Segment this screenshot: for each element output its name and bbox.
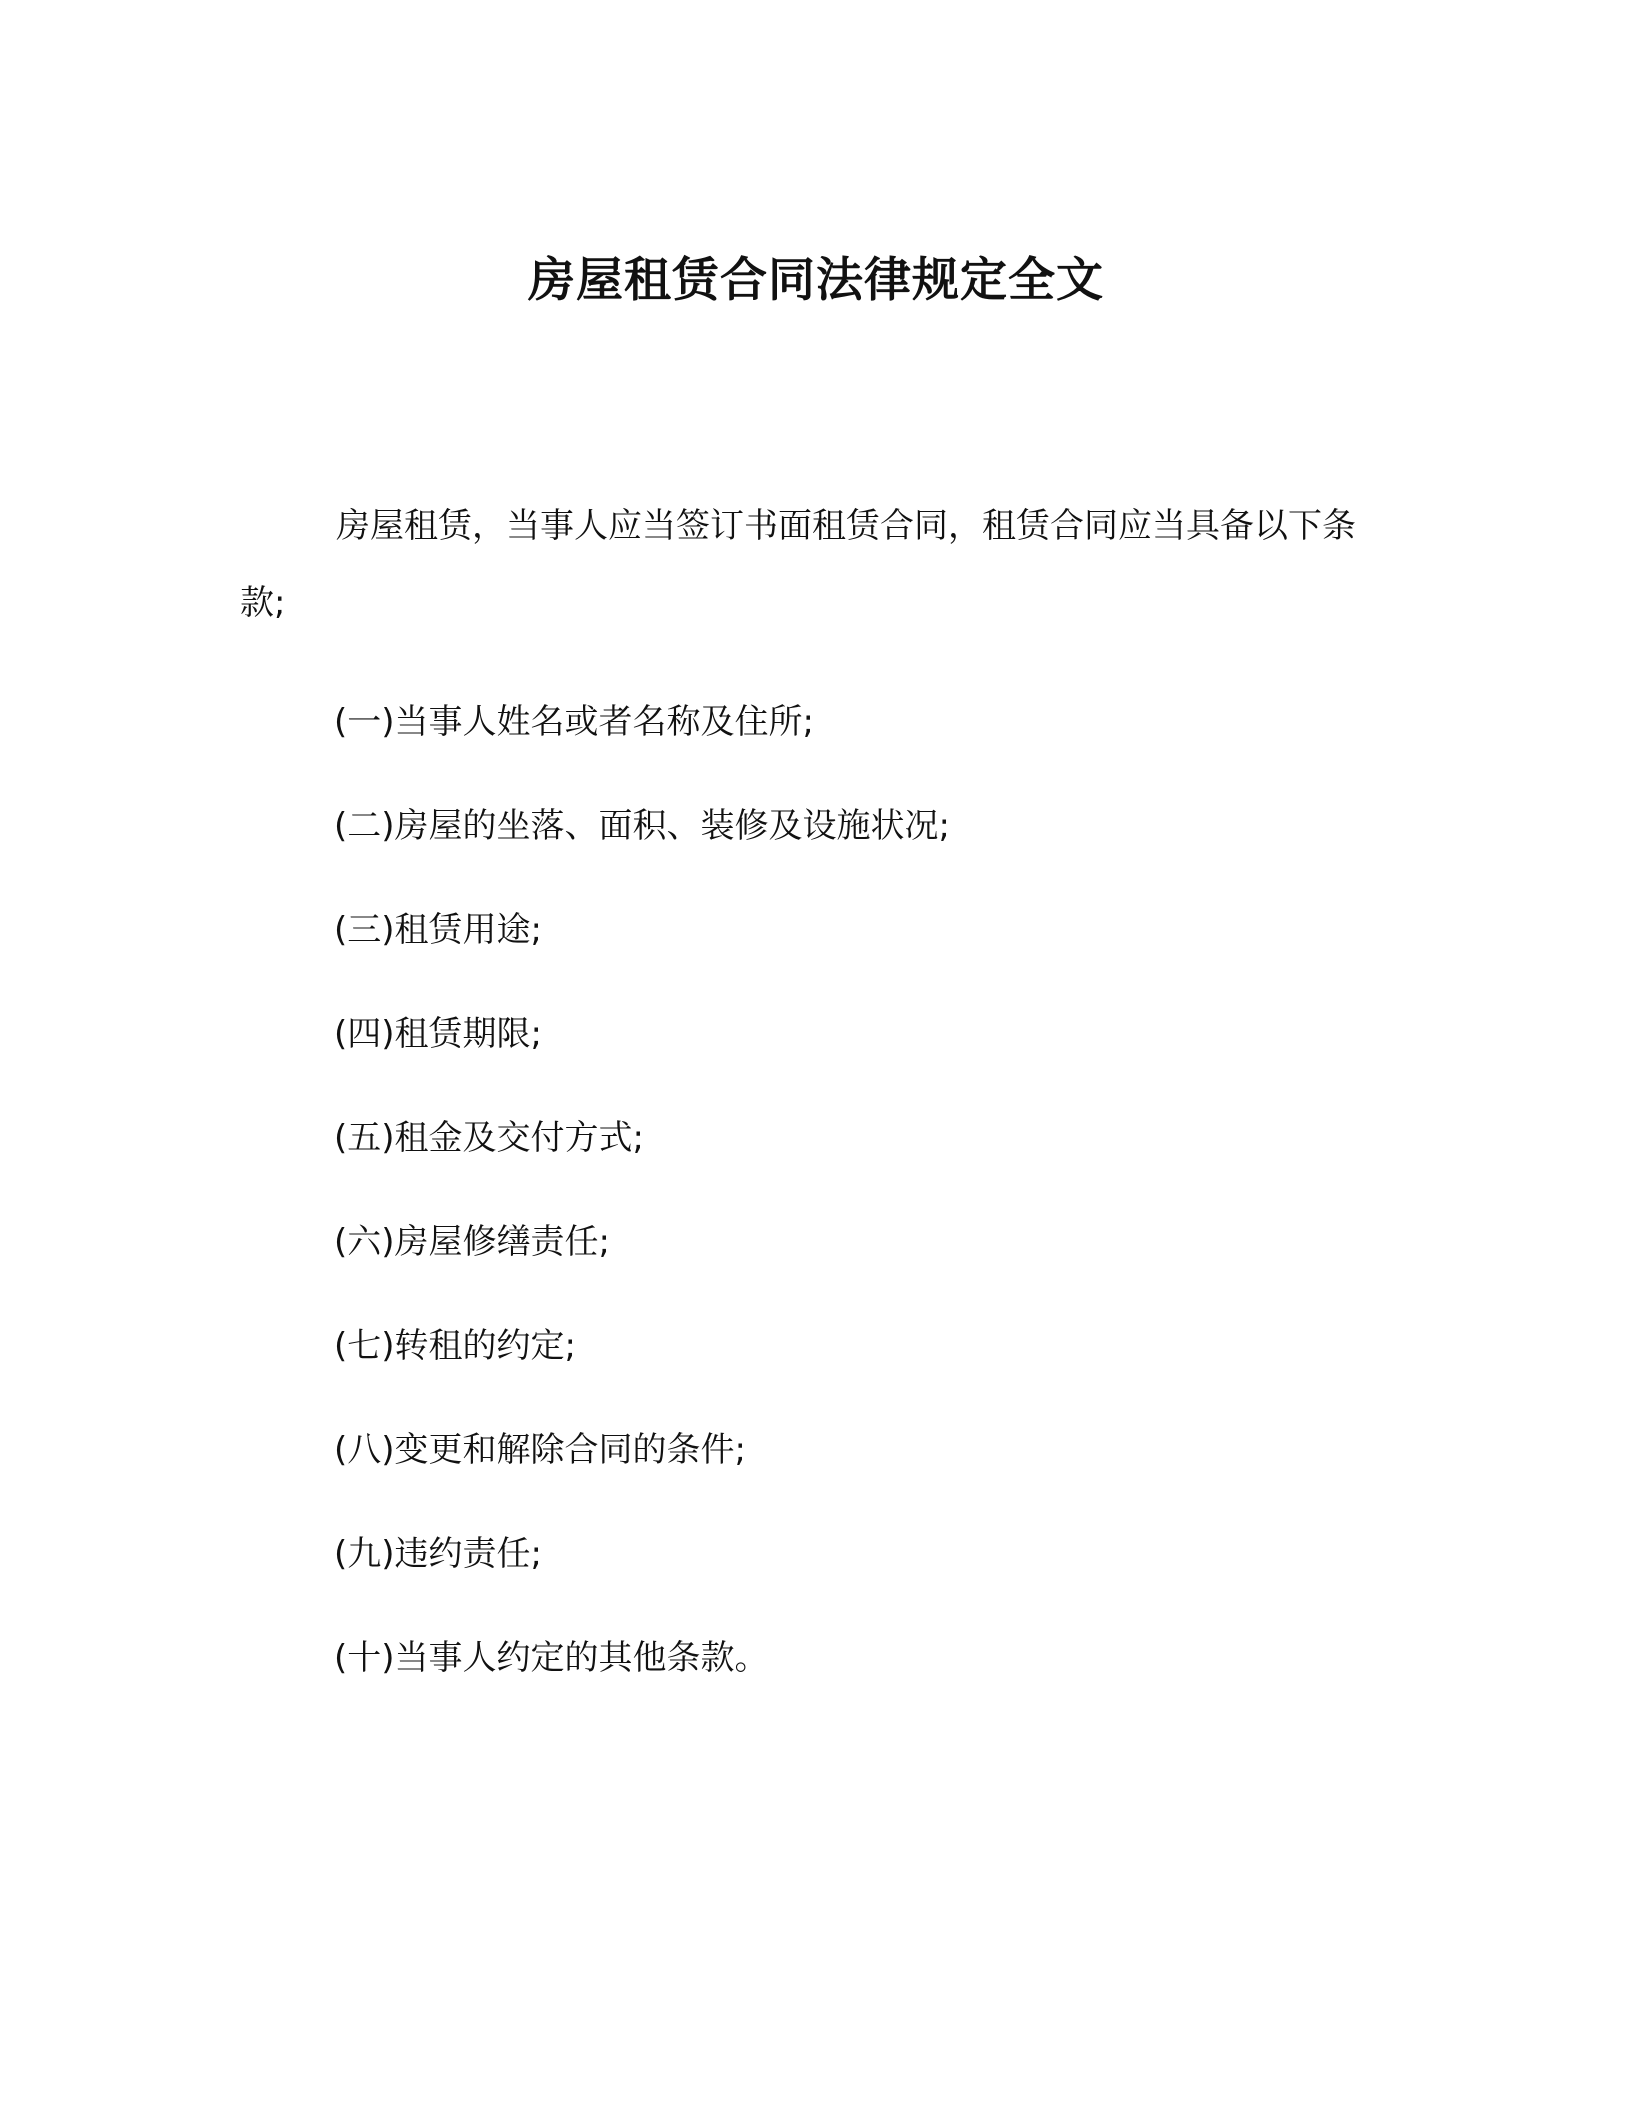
clause-item: (七)转租的约定; — [334, 1326, 576, 1366]
clause-list — [334, 670, 950, 1710]
intro-paragraph: 房屋租赁，当事人应当签订书面租赁合同，租赁合同应当具备以下条款; — [240, 506, 1356, 623]
clause-item: (五)租金及交付方式; — [334, 1118, 644, 1158]
clause-item: (九)违约责任; — [334, 1534, 542, 1574]
clause-item: (三)租赁用途; — [334, 910, 542, 950]
clause-item: (四)租赁期限; — [334, 1014, 542, 1054]
clause-item: (二)房屋的坐落、面积、装修及设施状况; — [334, 806, 950, 846]
clause-item: (六)房屋修缮责任; — [334, 1222, 610, 1262]
document-title: 房屋租赁合同法律规定全文 — [528, 253, 1104, 309]
clause-item: (十)当事人约定的其他条款。 — [334, 1638, 769, 1678]
clause-item: (八)变更和解除合同的条件; — [334, 1430, 746, 1470]
clause-item: (一)当事人姓名或者名称及住所; — [334, 702, 814, 742]
